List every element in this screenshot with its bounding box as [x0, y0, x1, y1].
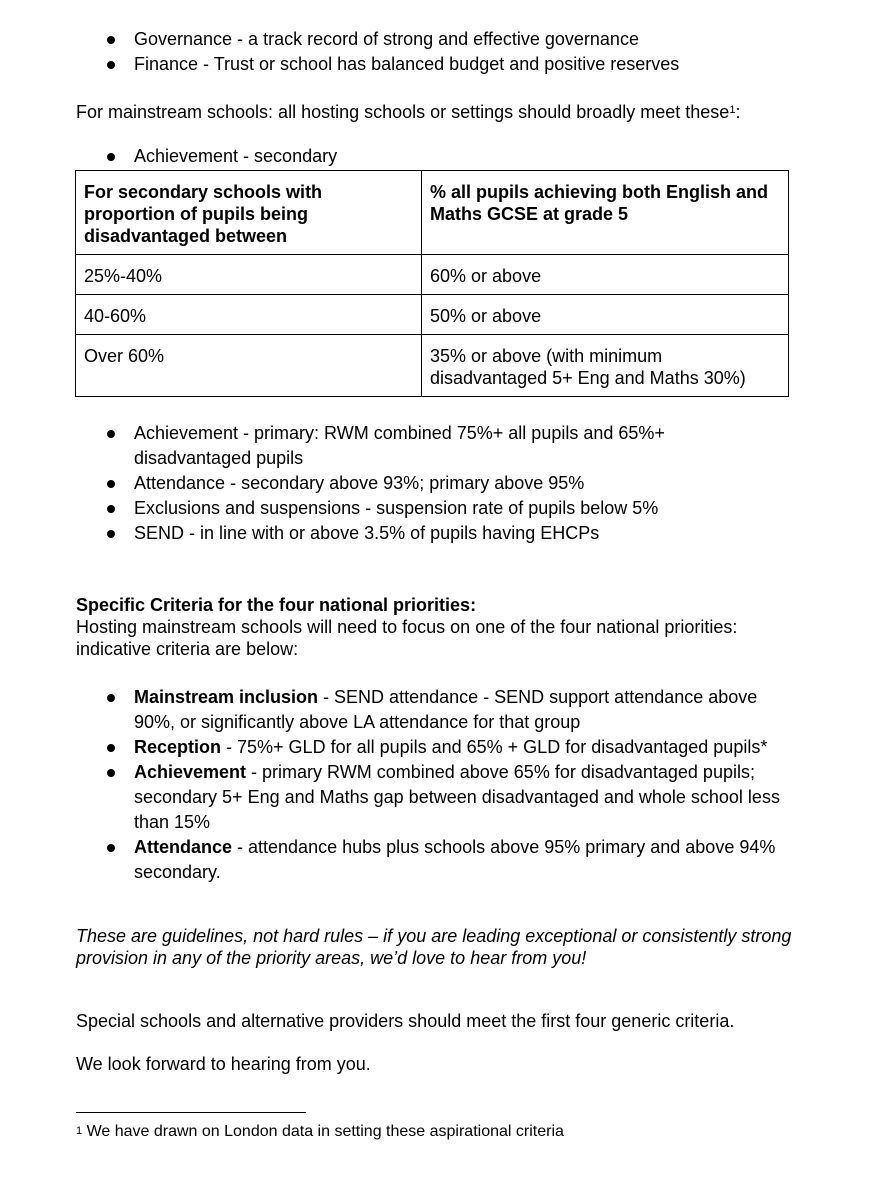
- list-item: Attendance - secondary above 93%; primary above 95%: [76, 471, 716, 496]
- footnote: $^1$ We have drawn on London data in setting these aspirational criteria: [76, 1123, 564, 1140]
- table-header-row: [76, 171, 789, 255]
- list-item: Reception - 75%+ GLD for all pupils and 65% + GLD for disadvantaged pupils*: [76, 735, 798, 760]
- special-schools-note: Special schools and alternative providers should meet the first four generic criteria.: [76, 1011, 735, 1031]
- priority-term: Achievement: [134, 762, 247, 782]
- bullet-icon: [107, 36, 115, 44]
- table-cell: Over 60%: [76, 335, 422, 397]
- bullet-icon: [107, 744, 115, 752]
- priority-term: Attendance: [134, 837, 233, 857]
- generic-criteria-list: [76, 421, 716, 546]
- priority-term: Mainstream inclusion: [134, 687, 319, 707]
- list-item: Achievement - primary: RWM combined 75%+ all pupils and 65%+ disadvantaged pupils: [76, 421, 716, 471]
- bullet-icon: [107, 694, 115, 702]
- top-criteria-list: [76, 27, 796, 77]
- list-item: Achievement - secondary: [76, 144, 796, 169]
- table-row: [76, 255, 789, 295]
- list-item: Exclusions and suspensions - suspension rate of pupils below 5%: [76, 496, 716, 521]
- bullet-icon: [107, 153, 115, 161]
- table-header-cell: % all pupils achieving both English and Maths GCSE at grade 5: [422, 171, 789, 255]
- bullet-icon: [107, 430, 115, 438]
- list-item: Governance - a track record of strong and effective governance: [76, 27, 796, 52]
- footnote-divider: [76, 1112, 306, 1113]
- bullet-icon: [107, 530, 115, 538]
- specific-criteria-heading: Specific Criteria for the four national priorities:: [76, 595, 477, 615]
- guidelines-note: These are guidelines, not hard rules – if you are leading exceptional or consistently strong provision in any of the priority areas, we’d love to hear from you!: [76, 926, 792, 968]
- bullet-icon: [107, 480, 115, 488]
- list-item: Finance - Trust or school has balanced budget and positive reserves: [76, 52, 796, 77]
- footnote-ref[interactable]: 1: [729, 104, 736, 116]
- table-cell: 35% or above (with minimum disadvantaged 5+ Eng and Maths 30%): [422, 335, 789, 397]
- table-row: [76, 295, 789, 335]
- closing-line: We look forward to hearing from you.: [76, 1054, 371, 1074]
- mainstream-intro: For mainstream schools: all hosting schools or settings should broadly meet these$^1$:: [76, 102, 741, 122]
- list-item: SEND - in line with or above 3.5% of pupils having EHCPs: [76, 521, 716, 546]
- bullet-icon: [107, 844, 115, 852]
- priority-term: Reception: [134, 737, 222, 757]
- achievement-secondary-list: [76, 144, 796, 169]
- table-row: [76, 335, 789, 397]
- bullet-icon: [107, 505, 115, 513]
- bullet-icon: [107, 769, 115, 777]
- bullet-icon: [107, 61, 115, 69]
- table-cell: 50% or above: [422, 295, 789, 335]
- specific-criteria-intro: Hosting mainstream schools will need to focus on one of the four national priorities: indicative criteria are below:: [76, 617, 738, 659]
- list-item: Mainstream inclusion - SEND attendance - SEND support attendance above 90%, or significantly above LA attendance for that group: [76, 685, 798, 735]
- table-cell: 40-60%: [76, 295, 422, 335]
- priorities-list: [76, 685, 798, 885]
- table-cell: 60% or above: [422, 255, 789, 295]
- list-item: Attendance - attendance hubs plus schools above 95% primary and above 94% secondary.: [76, 835, 798, 885]
- footnote-number: 1: [76, 1125, 83, 1137]
- secondary-criteria-table: [75, 170, 789, 397]
- list-item: Achievement - primary RWM combined above 65% for disadvantaged pupils; secondary 5+ Eng and Maths gap between disadvantaged and whole school less than 15%: [76, 760, 798, 835]
- table-cell: 25%-40%: [76, 255, 422, 295]
- table-header-cell: For secondary schools with proportion of pupils being disadvantaged between: [76, 171, 422, 255]
